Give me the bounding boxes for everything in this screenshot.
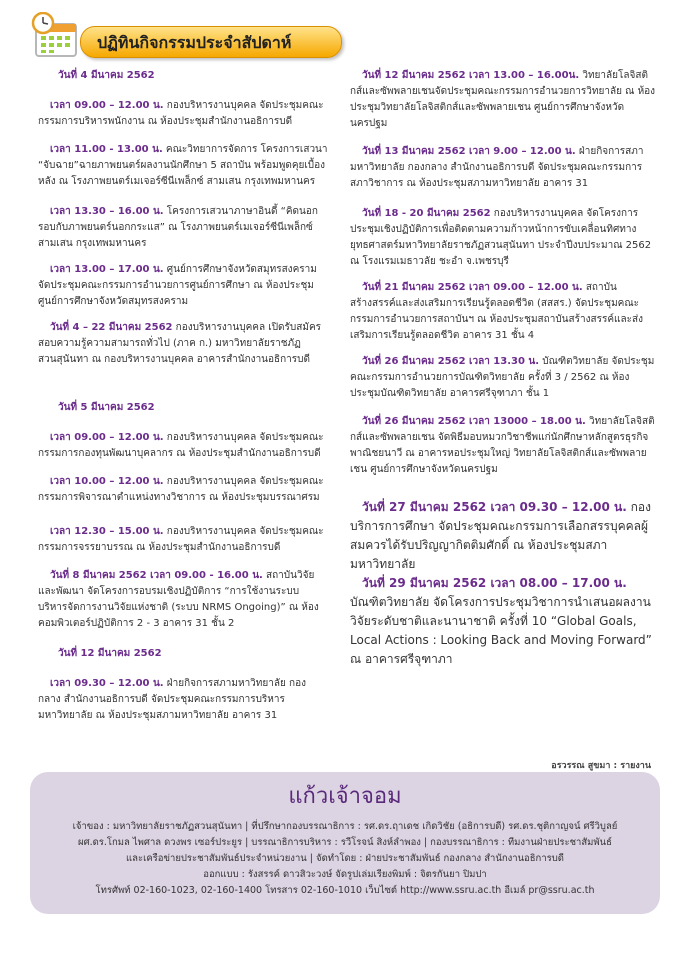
entry-lead: วันที่ 12 มีนาคม 2562	[58, 648, 162, 659]
entry-body: กองบริหารงานบุคคล จัดประชุมคณะกรรมการกองทุนพัฒนาบุคลากร ณ ห้องประชุมสำนักงานอธิการบดี	[38, 432, 324, 459]
list-item	[38, 320, 328, 368]
entry-body: บัณฑิตวิทยาลัย จัดประชุมคณะกรรมการอำนวยการบัณฑิตวิทยาลัย ครั้งที่ 3 / 2562 ณ ห้องประชุมบัณฑิตวิทยาลัย อาคารศรีจุฑาภา ชั้น 1	[350, 356, 655, 399]
entry-body: บัณฑิตวิทยาลัย จัดโครงการประชุมวิชาการนำเสนอผลงานวิจัยระดับชาติและนานาชาติ ครั้งที่ 10 “Global Goals, Local Actions : Looking Back and Moving Forward” ณ อาคารศรีจุฑาภา	[350, 595, 652, 666]
entry-body: ศูนย์การศึกษาจังหวัดสมุทรสงคราม จัดประชุมคณะกรรมการอำนวยการศูนย์การศึกษา ณ ห้องประชุมศูนย์การศึกษาจังหวัดสมุทรสงคราม	[38, 264, 317, 307]
entry-lead: วันที่ 18 - 20 มีนาคม 2562	[362, 208, 491, 219]
section-title-banner	[80, 26, 342, 58]
entry-lead: เวลา 09.00 – 12.00 น.	[50, 432, 164, 443]
entry-body: กองบริหารงานบุคคล จัดประชุมคณะกรรมการพิจารณาตำแหน่งทางวิชาการ ณ ห้องประชุมบรรณาศรม	[38, 476, 324, 503]
entry-lead: เวลา 13.30 – 16.00 น.	[50, 206, 164, 217]
list-item	[38, 676, 328, 724]
entry-body: โครงการเสวนาภาษาอินดี้ “คิดนอกรอบกับภาพยนตร์นอกกระแส” ณ โรงภาพยนตร์เมเจอร์ซีนีเพล็กซ์ สามเสน กรุงเทพมหานคร	[38, 206, 318, 249]
list-item	[38, 98, 328, 130]
entry-lead: เวลา 09.30 – 12.00 น.	[50, 678, 164, 689]
entry-body: กองบริหารงานบุคคล จัดโครงการประชุมเชิงปฏิบัติการเพื่อติดตามความก้าวหน้าการขับเคลื่อนทิศทางยุทธศาสตร์มหาวิทยาลัยราชภัฏสวนสุนันทา ประจำปีงบประมาณ 2562 ณ โรงแรมเมธาวลัย ชะอำ จ.เพชรบุรี	[350, 208, 652, 267]
masthead-line: และเครือข่ายประชาสัมพันธ์ประจำหน่วยงาน | จัดทำโดย : ฝ่ายประชาสัมพันธ์ กองกลาง สำนักงานอธิการบดี	[126, 853, 564, 864]
entry-body: ฝ่ายกิจการสภามหาวิทยาลัย กองกลาง สำนักงานอธิการบดี จัดประชุมคณะกรรมการสภาวิชาการ ณ ห้องประชุมสภามหาวิทยาลัย อาคาร 31	[350, 146, 644, 189]
entry-body: สถาบันสร้างสรรค์และส่งเสริมการเรียนรู้ตลอดชีวิต (สสสร.) จัดประชุมคณะกรรมการอำนวยการสถาบันฯ ณ ห้องประชุมสถาบันสร้างสรรค์และส่งเสริมการเรียนรู้ตลอดชีวิต อาคาร 31 ชั้น 4	[350, 282, 643, 341]
entry-body: ฝ่ายกิจการสภามหาวิทยาลัย กองกลาง สำนักงานอธิการบดี จัดประชุมคณะกรรมการบริหารมหาวิทยาลัย ณ ห้องประชุมสภามหาวิทยาลัย อาคาร 31	[38, 678, 306, 721]
masthead-line: เจ้าของ : มหาวิทยาลัยราชภัฏสวนสุนันทา | ที่ปรึกษากองบรรณาธิการ : รศ.ดร.ฤาเดช เกิดวิชัย (อธิการบดี) รศ.ดร.ชุติกาญจน์ ศรีวิบูลย์	[72, 821, 618, 832]
entry-body: กองบริหารงานบุคคล จัดประชุมคณะกรรมการจรรยาบรรณ ณ ห้องประชุมสำนักงานอธิการบดี	[38, 526, 324, 553]
entry-lead: เวลา 10.00 – 12.00 น.	[50, 476, 164, 487]
list-item	[38, 524, 328, 556]
entry-lead: วันที่ 29 มีนาคม 2562 เวลา 08.00 – 17.00 น.	[362, 576, 627, 590]
list-item	[350, 68, 656, 132]
masthead-title: แก้วเจ้าจอม	[288, 784, 402, 809]
reporter-credit: อรวรรณ สูขมา : รายงาน	[551, 761, 651, 771]
entry-lead: วันที่ 4 – 22 มีนาคม 2562	[50, 322, 173, 333]
date-heading	[58, 646, 328, 662]
list-item	[38, 142, 328, 190]
entry-lead: วันที่ 4 มีนาคม 2562	[58, 70, 155, 81]
contact-line: โทรศัพท์ 02-160-1023, 02-160-1400 โทรสาร 02-160-1010 เว็บไซต์ http://www.ssru.ac.th อีเมล์ pr@ssru.ac.th	[95, 885, 595, 896]
entry-body: วิทยาลัยโลจิสติกส์และซัพพลายเชนจัดประชุมคณะกรรมการอำนวยการวิทยาลัย ณ ห้องประชุมวิทยาลัยโลจิสติกส์และซัพพลายเชน ศูนย์การศึกษาจังหวัดนครปฐม	[350, 70, 656, 129]
entry-body: คณะวิทยาการจัดการ โครงการเสวนา “จับฉาย”ฉายภาพยนตร์ผลงานนักศึกษา 5 สถาบัน พร้อมพูดคุยเบื้องหลัง ณ โรงภาพยนตร์เมเจอร์ซีนีเพล็กซ์ สามเสน กรุงเทพมหานคร	[38, 144, 328, 187]
header	[30, 12, 310, 62]
entry-lead: วันที่ 13 มีนาคม 2562 เวลา 9.00 – 12.00 น.	[362, 146, 576, 157]
calendar-clock-icon	[30, 12, 82, 60]
list-item	[38, 262, 328, 310]
list-item	[350, 206, 656, 270]
masthead-line: ผศ.ดร.โกมล ไพศาล ดวงพร เซอร์ประยูร | บรรณาธิการบริหาร : รวีโรจน์ สิงห์ลำพอง | กองบรรณาธิการ : ทีมงานฝ่ายประชาสัมพันธ์	[78, 837, 612, 848]
entry-lead: วันที่ 5 มีนาคม 2562	[58, 402, 155, 413]
date-heading	[58, 400, 328, 416]
list-item	[38, 568, 328, 632]
page-title: ปฏิทินกิจกรรมประจำสัปดาห์	[97, 33, 292, 52]
entry-lead: เวลา 12.30 – 15.00 น.	[50, 526, 164, 537]
list-item	[350, 280, 656, 344]
list-item	[38, 430, 328, 462]
entry-body: สถาบันวิจัยและพัฒนา จัดโครงการอบรมเชิงปฏิบัติการ “การใช้งานระบบบริหารจัดการงานวิจัยแห่งชาติ (ระบบ NRMS Ongoing)” ณ ห้องคอมพิวเตอร์ปฏิบัติการ 2 - 3 อาคาร 31 ชั้น 2	[38, 570, 319, 629]
entry-lead: เวลา 09.00 – 12.00 น.	[50, 100, 164, 111]
entry-body: กองบริหารงานบุคคล เปิดรับสมัครสอบความรู้ความสามารถทั่วไป (ภาค ก.) มหาวิทยาลัยราชภัฏสวนสุนันทา ณ กองบริหารงานบุคคล อาคารสำนักงานอธิการบดี	[38, 322, 322, 365]
entry-body: กองบริการการศึกษา จัดประชุมคณะกรรมการเลือกสรรบุคคลผู้สมควรได้รับปริญญากิตติมศักดิ์ ณ ห้องประชุมสภามหาวิทยาลัย	[350, 500, 651, 571]
entry-lead: วันที่ 21 มีนาคม 2562 เวลา 09.00 – 12.00 น.	[362, 282, 583, 293]
list-item	[350, 414, 656, 478]
entry-lead: วันที่ 26 มีนาคม 2562 เวลา 13.30 น.	[362, 356, 540, 367]
masthead-line: ออกแบบ : รังสรรค์ ดาวสิวะวงษ์ จัดรูปเล่มเรียงพิมพ์ : จิตรกันยา ปิมปา	[203, 869, 487, 880]
entry-lead: วันที่ 26 มีนาคม 2562 เวลา 13000 – 18.00 น.	[362, 416, 586, 427]
entry-body: กองบริหารงานบุคคล จัดประชุมคณะกรรมการบริหารพนักงาน ณ ห้องประชุมสำนักงานอธิการบดี	[38, 100, 324, 127]
list-item	[350, 354, 656, 402]
list-item	[350, 144, 656, 192]
date-heading	[58, 68, 328, 84]
footer-masthead	[30, 772, 660, 914]
entry-lead: เวลา 11.00 - 13.00 น.	[50, 144, 163, 155]
entry-lead: วันที่ 27 มีนาคม 2562 เวลา 09.30 – 12.00 น.	[362, 500, 627, 514]
list-item	[38, 474, 328, 506]
entry-body: วิทยาลัยโลจิสติกส์และซัพพลายเชน จัดพิธีมอบหมวกวิชาชีพแก่นักศึกษาหลักสูตรธุรกิจพาณิชยนาวี ณ อาคารหอประชุมใหญ่ วิทยาลัยโลจิสติกส์และซัพพลายเชน ศูนย์การศึกษาจังหวัดนครปฐม	[350, 416, 655, 475]
list-item	[350, 574, 656, 669]
entry-lead: เวลา 13.00 – 17.00 น.	[50, 264, 164, 275]
entry-lead: วันที่ 12 มีนาคม 2562 เวลา 13.00 – 16.00น.	[362, 70, 580, 81]
entry-lead: วันที่ 8 มีนาคม 2562 เวลา 09.00 - 16.00 น.	[50, 570, 263, 581]
list-item	[350, 498, 656, 574]
list-item	[38, 204, 328, 252]
